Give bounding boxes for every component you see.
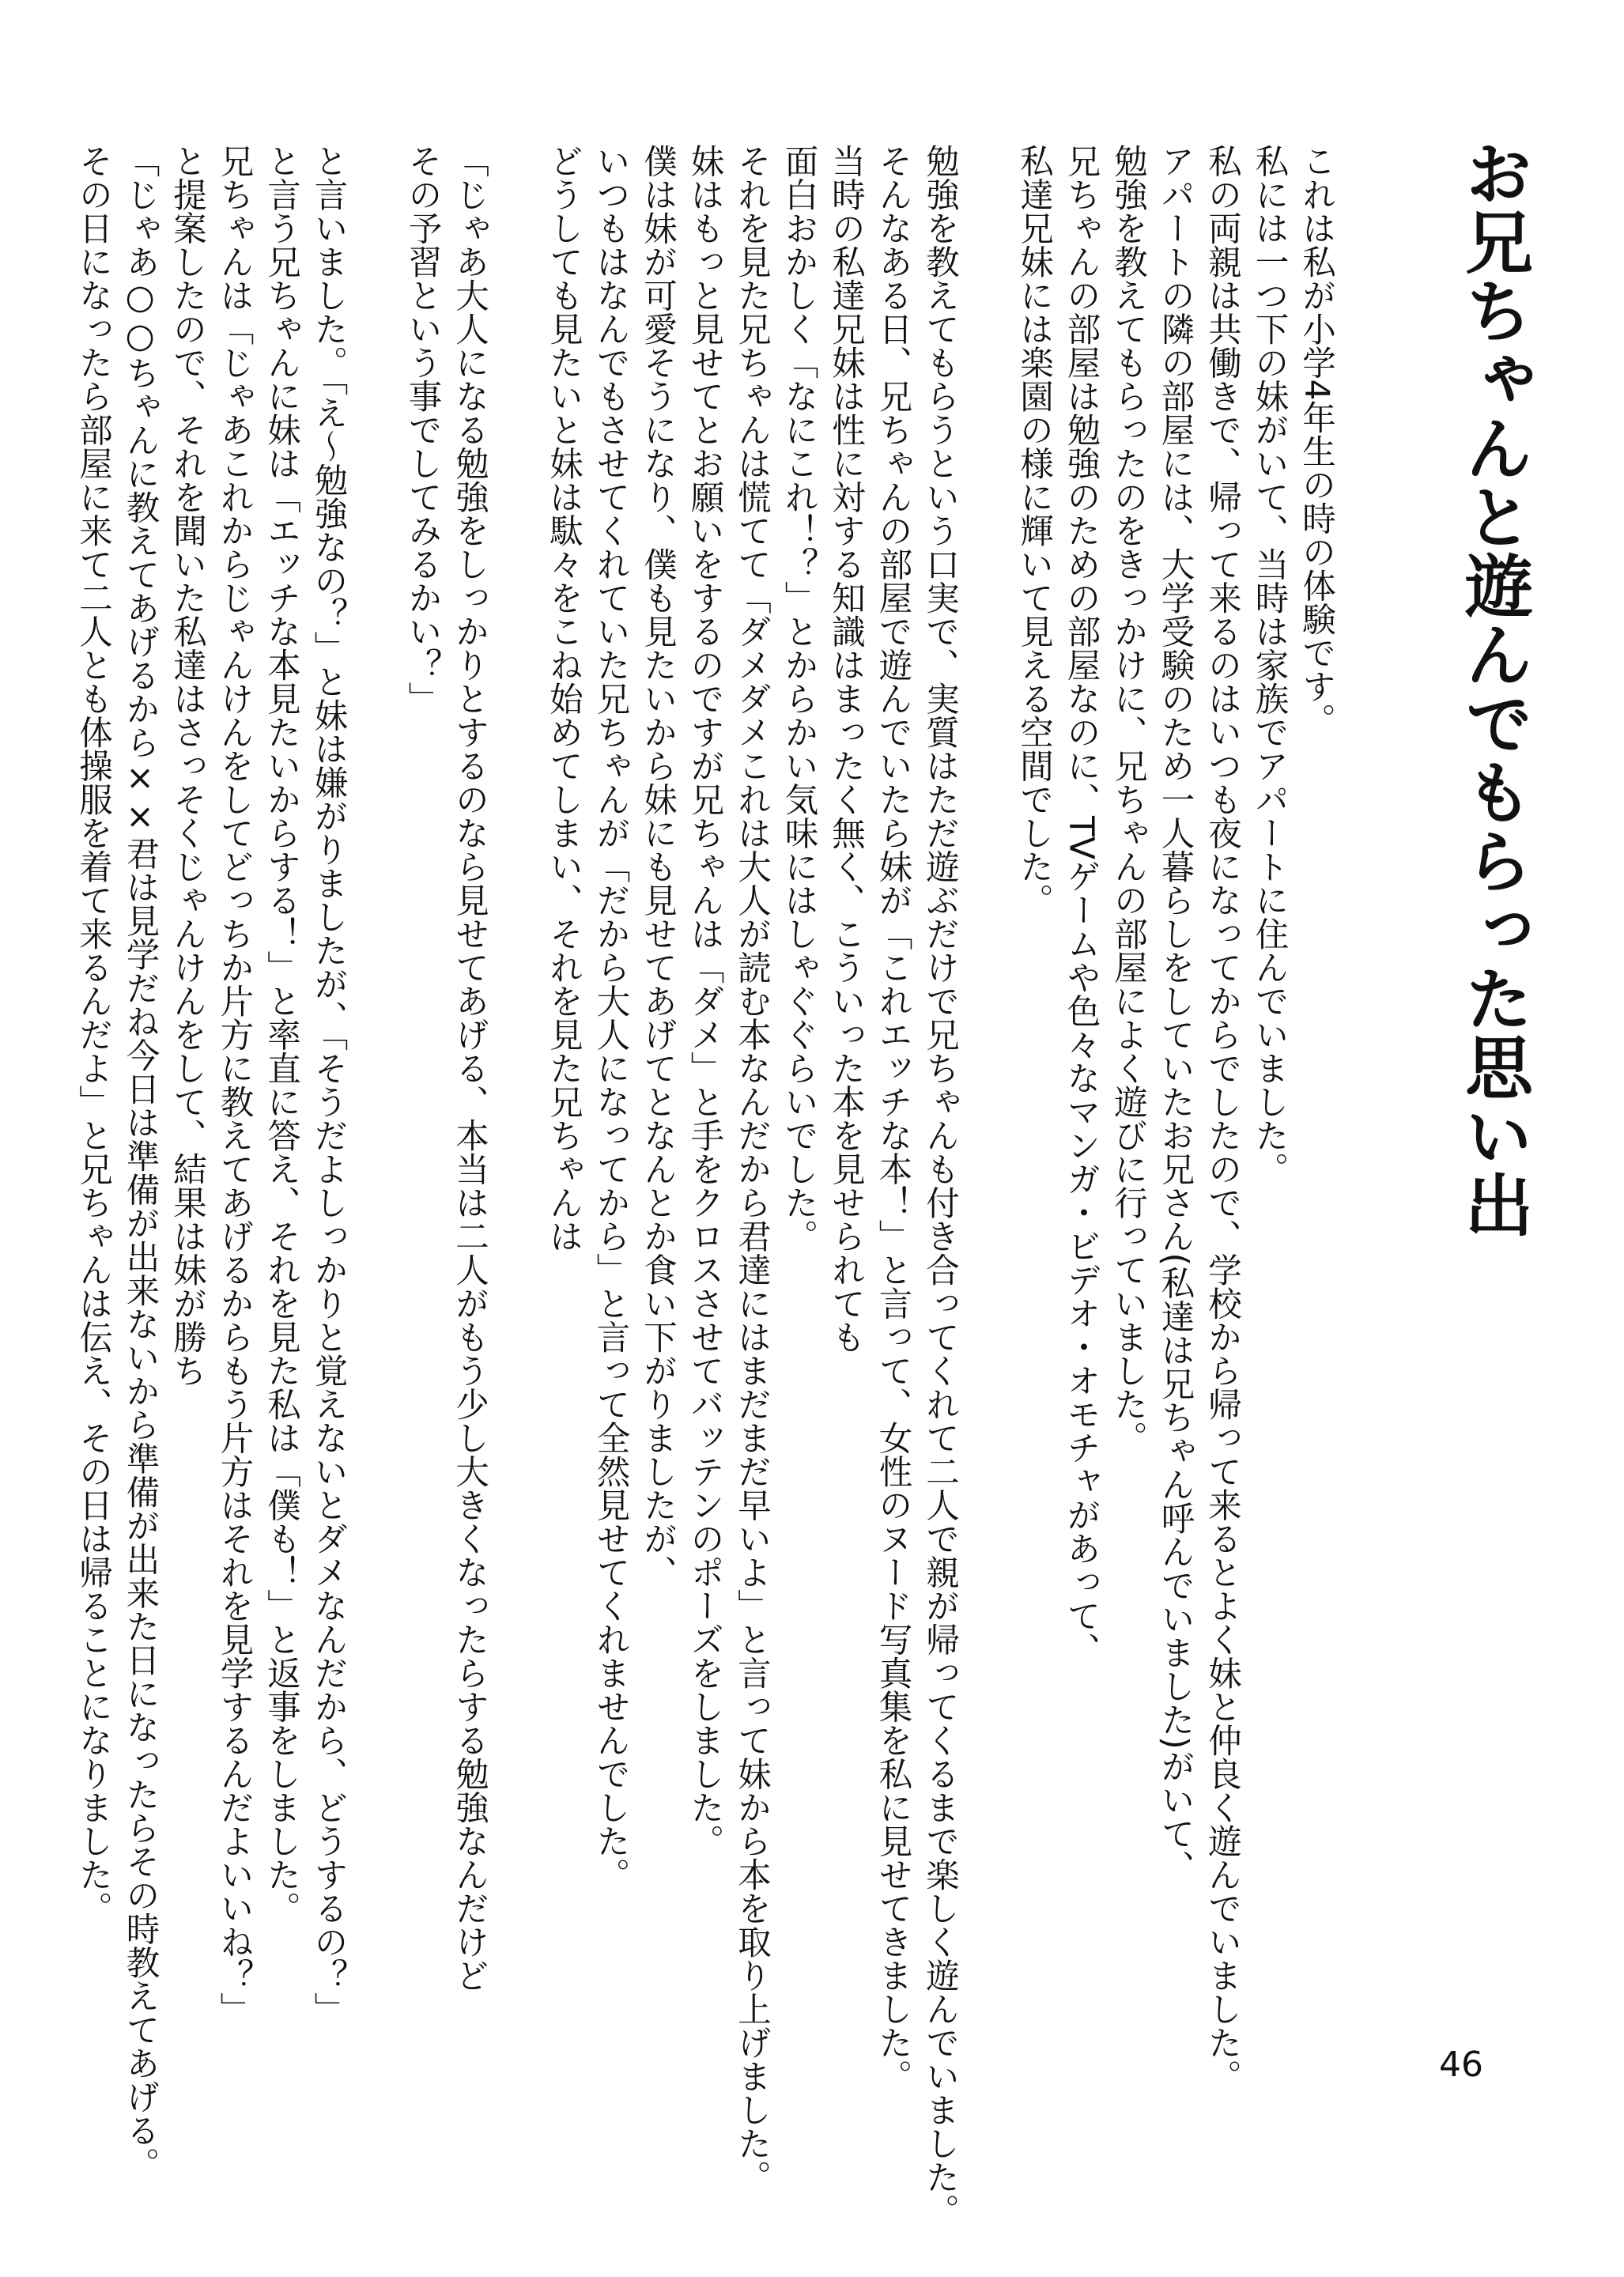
text-line: 「じゃあ大人になる勉強をしっかりとするのなら見せてあげる、本当は二人がもう少し大きくなったらする勉強なんだけど — [450, 144, 489, 1992]
text-line: 私の両親は共働きで、帰って来るのはいつも夜になってからでしたので、学校から帰って来るとよく妹と仲良く遊んでいました。 — [1203, 144, 1241, 2093]
paragraph-spacer — [493, 144, 540, 2120]
text-line: その予習という事でしてみるかい？」 — [402, 144, 442, 716]
text-line: その日になったら部屋に来て二人とも体操服を着て来るんだよ」と兄ちゃんは伝え、その日は帰ることになりました。 — [74, 144, 112, 1925]
story-body — [70, 144, 1340, 2227]
text-line: 私には一つ下の妹がいて、当時は家族でアパートに住んでいました。 — [1249, 144, 1289, 1186]
paragraph-spacer — [963, 144, 1010, 2120]
text-line: いつもはなんでもさせてくれていた兄ちゃんが「だから大人になってから」と言って全然見せてくれませんでした。 — [591, 144, 630, 1891]
text-line: これは私が小学4年生の時の体験です。 — [1297, 144, 1335, 737]
story-title: お兄ちゃんと遊んでもらった思い出 — [1453, 138, 1532, 1239]
paragraph-2 — [540, 144, 964, 2227]
text-line: 当時の私達兄妹は性に対する知識はまったく無く、こういった本を見せられても — [826, 144, 865, 1354]
paragraph-4 — [70, 144, 352, 2181]
text-line: 妹はもっと見せてとお願いをするのですが兄ちゃんは「ダメ」と手をクロスさせてバッテンのポーズをしました。 — [685, 144, 724, 1858]
text-line: 勉強を教えてもらったのをきっかけに、兄ちゃんの部屋によく遊びに行っていました。 — [1108, 144, 1147, 1455]
text-line: と提案したので、それを聞いた私達はさっそくじゃんけんをして、結果は妹が勝ち — [168, 144, 206, 1388]
text-line: と言いました。「え〜勉強なの？」と妹は嫌がりましたが、「そうだよしっかりと覚えないとダメなんだから、どうするの？」 — [308, 144, 348, 2026]
paragraph-3 — [398, 144, 493, 2120]
text-line: 「じゃあ○○ちゃんに教えてあげるから××君は見学だね今日は準備が出来ないから準備が出来た日になったらその時教えてあげる。 — [120, 144, 160, 2181]
text-line: そんなある日、兄ちゃんの部屋で遊んでいたら妹が「これエッチな本！」と言って、女性のヌード写真集を私に見せてきました。 — [873, 144, 912, 2093]
text-line: 兄ちゃんの部屋は勉強のための部屋なのに、TVゲームや色々なマンガ・ビデオ・オモチャがあって、 — [1061, 144, 1101, 1667]
text-line: アパートの隣の部屋には、大学受験のため一人暮らしをしていたお兄さん(私達は兄ちゃん呼んでいました)がいて、 — [1155, 144, 1195, 1884]
paragraph-spacer — [352, 144, 399, 2120]
text-line: 兄ちゃんは「じゃあこれからじゃんけんをしてどっちか片方に教えてあげるからもう片方はそれを見学するんだよいいね？」 — [214, 144, 254, 2026]
text-line: 私達兄妹には楽園の様に輝いて見える空間でした。 — [1014, 144, 1053, 917]
text-line: 面白おかしく「なにこれ！？」とからかい気味にはしゃぐぐらいでした。 — [779, 144, 818, 1253]
text-line: それを見た兄ちゃんは慌てて「ダメダメこれは大人が読む本なんだから君達にはまだまだ早いよ」と言って妹から本を取り上げました。 — [732, 144, 771, 2194]
text-line: 勉強を教えてもらうという口実で、実質はただ遊ぶだけで兄ちゃんも付き合ってくれて二人で親が帰ってくるまで楽しく遊んでいました。 — [920, 144, 959, 2227]
text-line: 僕は妹が可愛そうになり、僕も見たいから妹にも見せてあげてとなんとか食い下がりましたが、 — [638, 144, 677, 1589]
page-number: 46 — [1439, 2045, 1483, 2085]
text-line: どうしても見たいと妹は駄々をこね始めてしまい、それを見た兄ちゃんは — [544, 144, 583, 1253]
text-line: と言う兄ちゃんに妹は「エッチな本見たいからする！」と率直に答え、それを見た私は「僕も！」と返事をしました。 — [262, 144, 300, 1925]
paragraph-1 — [1010, 144, 1340, 2120]
